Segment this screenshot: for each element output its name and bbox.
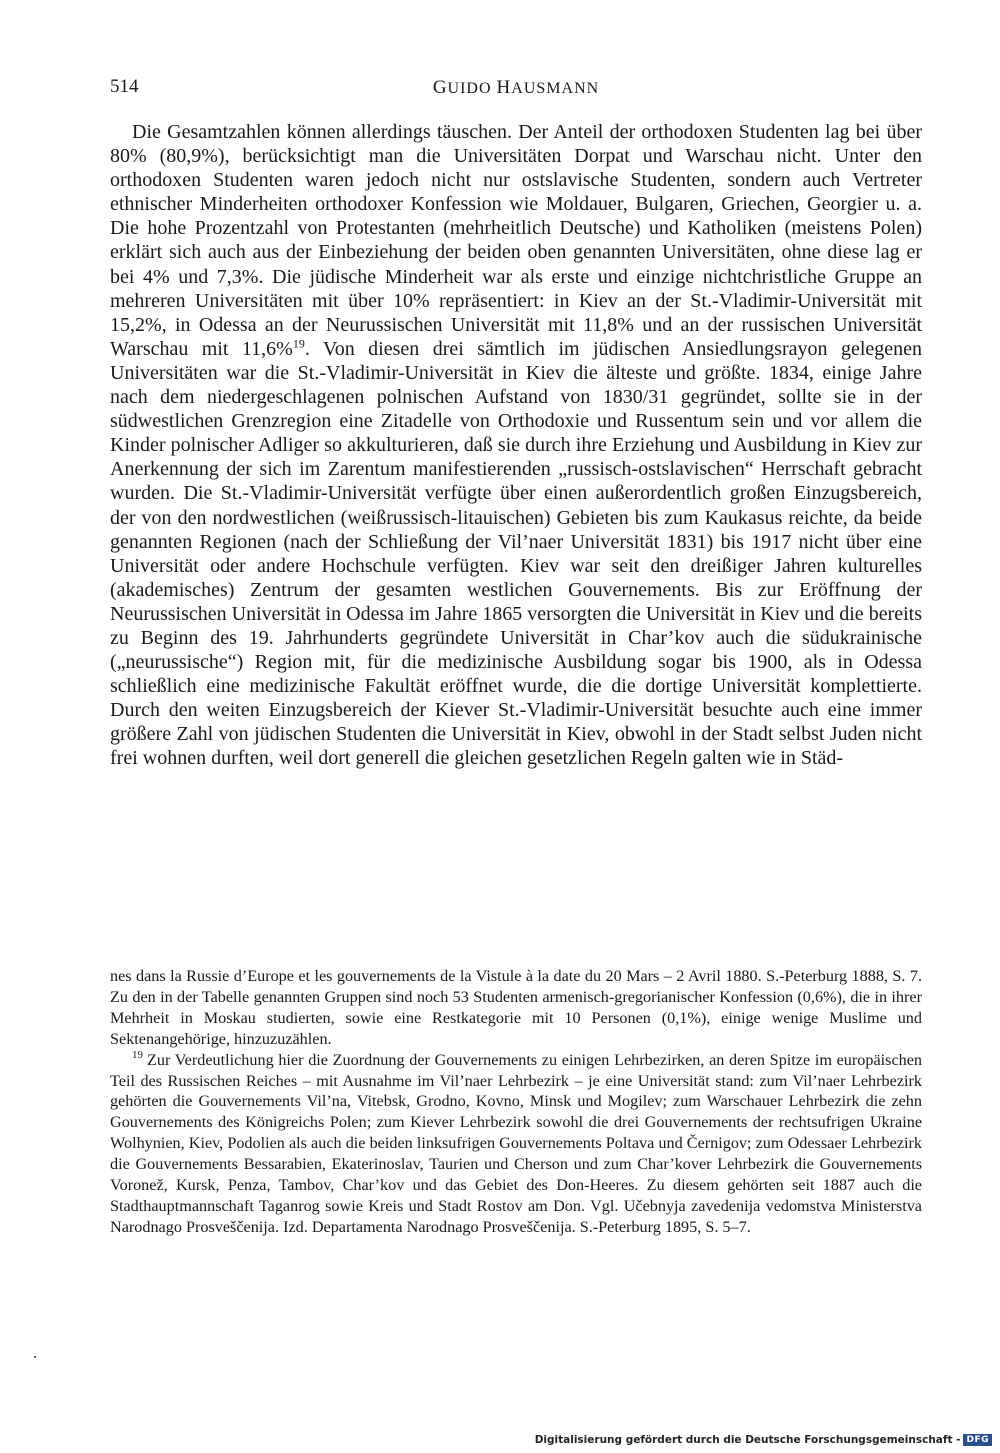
digitization-note: Digitalisierung gefördert durch die Deutsche Forschungsgemeinschaft - [534,1434,961,1446]
footnote-reference[interactable]: 19 [292,336,305,351]
footnote-continuation: nes dans la Russie d’Europe et les gouvernements de la Vistule à la date du 20 Mars – 2 Avril 1880. S.-Peterburg 1888, S. 7. Zu den in der Tabelle genannten Gruppen sind noch 53 Studenten armenisch-gregorianischer Konfession (0,6%), die in ihrer Mehrheit in Moskau studierten, sowie eine Restkategorie mit 10 Personen (0,1%), einige wenige Muslime und Sektenangehörige, hinzuzuzählen. [110,967,922,1048]
paragraph-text-before-note: Die Gesamtzahlen können allerdings täuschen. Der Anteil der orthodoxen Studenten lag bei über 80% (80,9%), berücksichtigt man die Universitäten Dorpat und Warschau nicht. Unter den orthodoxen Studenten waren jedoch nicht nur ostslavische Studenten, sondern auch Vertreter ethnischer Minderheiten orthodoxer Konfession wie Moldauer, Bulgaren, Griechen, Georgier u. a. Die hohe Prozentzahl von Protestanten (mehrheitlich Deutsche) und Katholiken (meistens Polen) erklärt sich auch aus der Einbeziehung der beiden oben genannten Universitäten, ohne diese lag er bei 4% und 7,3%. Die jüdische Minderheit war als erste und einzige nichtchristliche Gruppe an mehreren Universitäten mit über 10% repräsentiert: in Kiev an der St.-Vladimir-Universität mit 15,2%, in Odessa an der Neurussischen Universität mit 11,8% und an der russischen Universität Warschau mit 11,6% [110,121,922,360]
author-rest-1: UIDO [447,80,497,97]
footnote-19 [110,1050,922,1238]
digitization-credit [535,1434,992,1446]
author-initial-2: H [496,77,512,98]
running-head-author [110,77,922,99]
page-header [110,76,922,102]
dfg-logo[interactable]: DFG [963,1434,992,1446]
author-rest-2: AUSMANN [511,80,600,97]
scan-speck [34,1356,36,1358]
footnotes-section [110,966,922,1238]
page-number: 514 [110,76,139,97]
author-initial-1: G [432,77,448,98]
paragraph [110,120,922,771]
main-text [110,120,922,771]
paragraph-text-after-note: . Von diesen drei sämtlich im jüdischen Ansiedlungsrayon gelegenen Universitäten war die St.-Vladimir-Universität in Kiev die älteste und größte. 1834, einige Jahre nach dem niedergeschlagenen polnischen Aufstand von 1830/31 gegründet, sollte sie in der südwestlichen Grenzregion eine Zitadelle von Orthodoxie und Russentum sein und vor allem die Kinder polnischer Adliger so akkulturieren, daß sie durch ihre Erziehung und Ausbildung in Kiev zur Anerkennung der sich im Zarentum manifestierenden „russisch-ostslavischen“ Herrschaft gebracht wurden. Die St.-Vladimir-Universität verfügte über einen außerordentlich großen Einzugsbereich, der von den nordwestlichen (weißrussisch-litauischen) Gebieten bis zum Kaukasus reichte, da beide genannten Regionen (nach der Schließung der Vil’naer Universität 1831) bis 1917 nicht über eine Universität oder andere Hochschule verfügten. Kiev war seit den dreißiger Jahren kulturelles (akademisches) Zentrum der gesamten westlichen Gouvernements. Bis zur Eröffnung der Neurussischen Universität in Odessa im Jahre 1865 versorgten die Universität in Kiev und die bereits zu Beginn des 19. Jahrhunderts gegründete Universität in Char’kov auch die südukrainische („neurussische“) Region mit, für die medizinische Ausbildung sogar bis 1900, als in Odessa schließlich eine medizinische Fakultät eröffnet wurde, die die dortige Universität komplettierte. Durch den weiten Einzugsbereich der Kiever St.-Vladimir-Universität besuchte auch eine immer größere Zahl von jüdischen Studenten die Universität in Kiev, obwohl in der Stadt selbst Juden nicht frei wohnen durften, weil dort generell die gleichen gesetzlichen Regeln galten wie in Städ- [110,337,923,770]
footnote-19-marker: 19 [132,1049,143,1062]
footnote-19-text: Zur Verdeutlichung hier die Zuordnung der Gouvernements zu einigen Lehrbezirken, an deren Spitze im europäischen Teil des Russischen Reiches – mit Ausnahme im Vil’naer Lehrbezirk – je eine Universität stand: zum Vil’naer Lehrbezirk gehörten die Gouvernements Vil’na, Vitebsk, Grodno, Kovno, Minsk und Mogilev; zum Warschauer Lehrbezirk die zehn Gouvernements des Königreichs Polen; zum Kiever Lehrbezirk sowohl die drei Gouvernements der rechtsufrigen Ukraine Wolhynien, Kiev, Podolien als auch die beiden linksufrigen Gouvernements Poltava und Černigov; zum Odessaer Lehrbezirk die Gouvernements Bessarabien, Ekaterinoslav, Taurien und Cherson und zum Char’kover Lehrbezirk die Gouvernements Voronež, Kursk, Penza, Tambov, Char’kov und das Gebiet des Don-Heeres. Zu diesem gehörten seit 1887 auch die Stadthauptmannschaft Taganrog sowie Kreis und Stadt Rostov am Don. Vgl. Učebnyja zavedenija vedomstva Ministerstva Narodnago Prosveščenija. Izd. Departamenta Narodnago Prosveščenija. S.-Peterburg 1895, S. 5–7. [110,1050,922,1236]
